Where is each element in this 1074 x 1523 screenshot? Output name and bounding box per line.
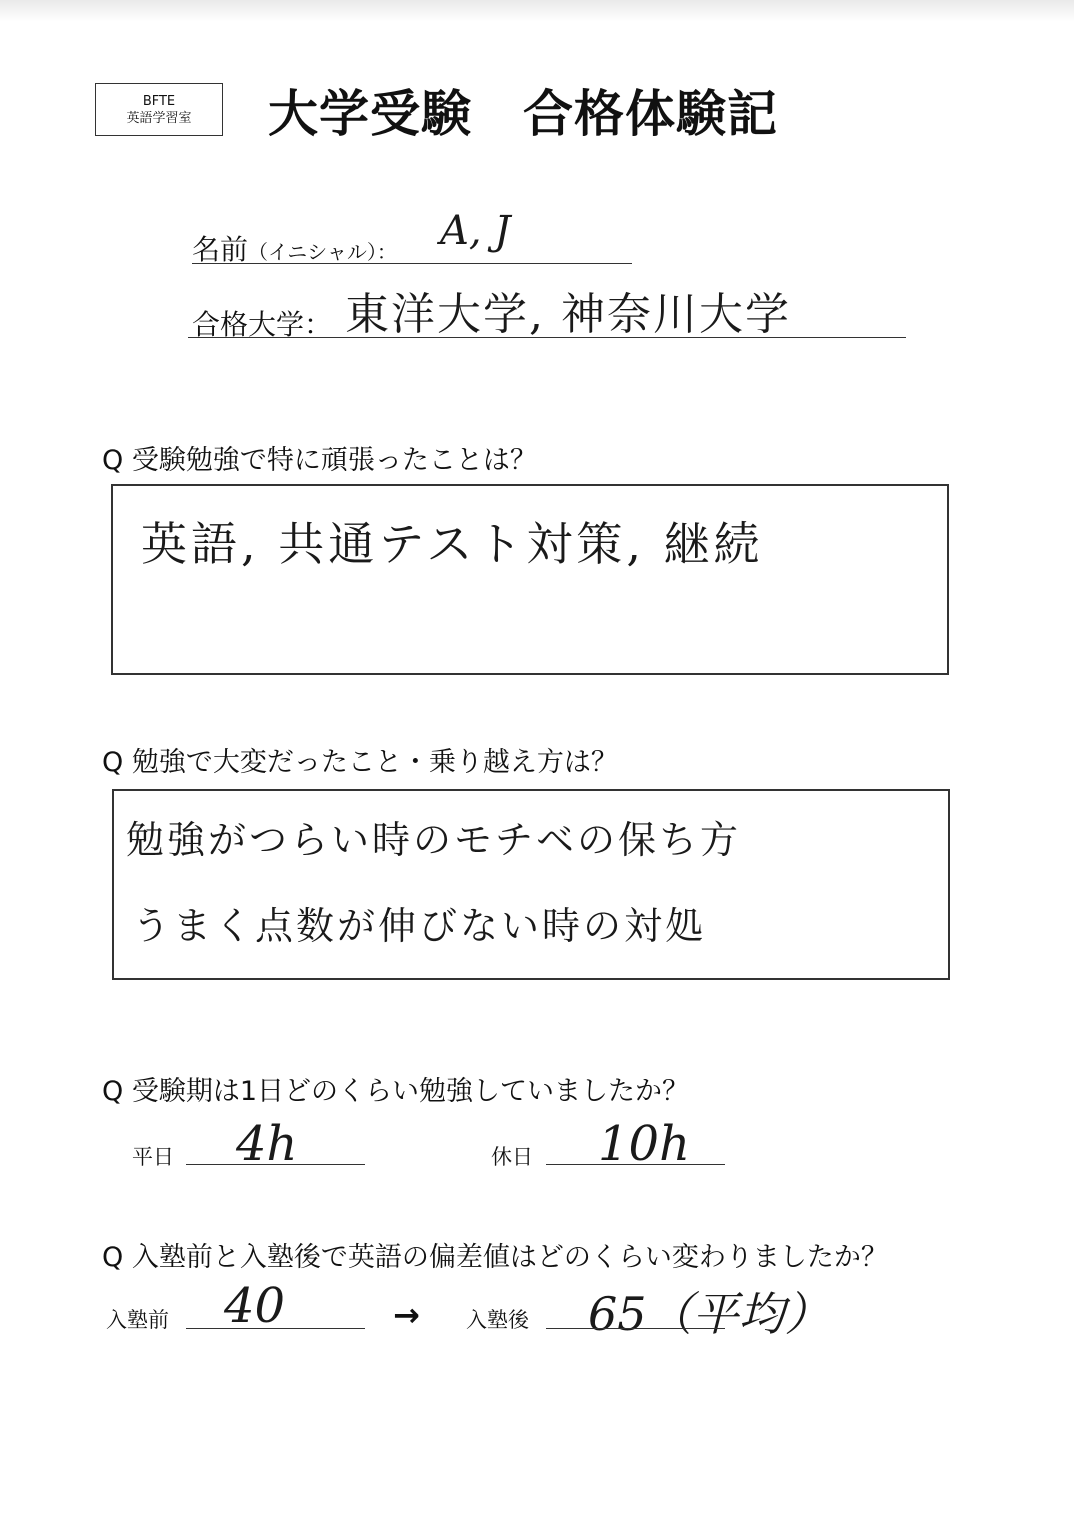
after-value: 65（平均） — [588, 1287, 831, 1341]
logo-line-1: BFTE — [142, 93, 176, 109]
answer-2-line-2: うまく点数が伸びない時の対処 — [132, 904, 707, 948]
before-value: 40 — [224, 1278, 286, 1334]
arrow-icon: → — [393, 1296, 420, 1334]
holiday-value: 10h — [598, 1116, 690, 1172]
weekday-underline — [186, 1164, 365, 1165]
logo-line-2: 英語学習室 — [126, 110, 192, 126]
page-title: 大学受験 合格体験記 — [268, 85, 778, 143]
university-underline — [188, 337, 906, 338]
name-underline — [192, 263, 632, 264]
answer-box-1 — [111, 484, 949, 675]
university-label: 合格大学： — [192, 308, 333, 341]
answer-1-line-1: 英語, 共通テスト対策, 継続 — [141, 517, 764, 571]
question-2: Q 勉強で大変だったこと・乗り越え方は？ — [102, 747, 618, 778]
answer-2-line-1: 勉強がつらい時のモチベの保ち方 — [126, 818, 742, 862]
holiday-label: 休日 — [491, 1145, 533, 1169]
weekday-value: 4h — [236, 1116, 298, 1172]
answer-box-2 — [112, 789, 950, 980]
page-top-shadow — [0, 0, 1074, 22]
after-underline — [546, 1328, 725, 1329]
question-3: Q 受験期は1日どのくらい勉強していましたか？ — [102, 1076, 690, 1107]
name-label-group — [192, 228, 397, 268]
name-sub-label: （イニシャル）： — [248, 240, 397, 264]
weekday-label: 平日 — [132, 1145, 174, 1169]
question-4: Q 入塾前と入塾後で英語の偏差値はどのくらい変わりましたか？ — [102, 1242, 888, 1273]
question-1: Q 受験勉強で特に頑張ったことは？ — [102, 445, 537, 476]
name-label: 名前 — [192, 233, 249, 266]
after-label: 入塾後 — [466, 1308, 529, 1332]
before-underline — [186, 1328, 365, 1329]
logo-box — [95, 83, 223, 136]
holiday-underline — [546, 1164, 725, 1165]
name-value: A, J — [440, 208, 511, 254]
university-value: 東洋大学, 神奈川大学 — [345, 289, 791, 340]
before-label: 入塾前 — [106, 1308, 169, 1332]
